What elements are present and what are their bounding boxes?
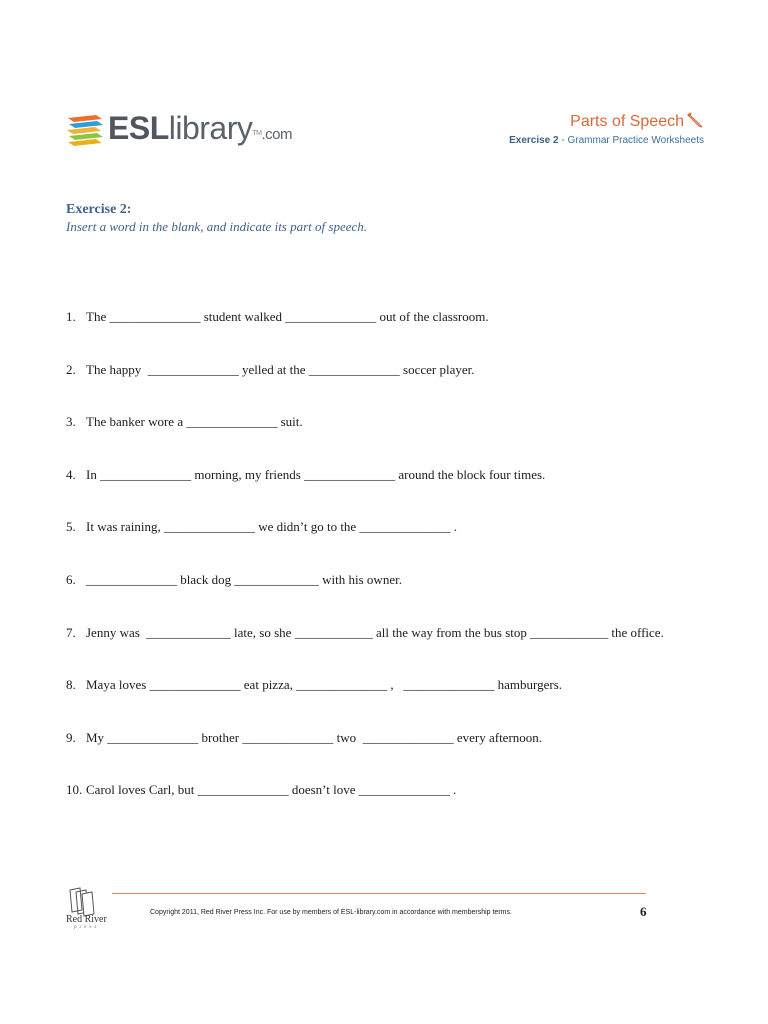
exercise-item	[66, 308, 664, 361]
press-subtitle: press	[74, 925, 100, 930]
logo-library: library	[168, 110, 253, 146]
item-number: 8.	[66, 677, 76, 693]
exercise-item	[66, 676, 664, 729]
item-text: The banker wore a ______________ suit.	[86, 414, 303, 430]
subtitle-text: Grammar Practice Worksheets	[567, 135, 704, 146]
logo-esl: ESL	[108, 110, 169, 146]
exercise-label: Exercise 2	[509, 135, 559, 146]
item-number: 6.	[66, 571, 76, 587]
item-number: 2.	[66, 361, 76, 377]
exercise-item	[66, 571, 664, 624]
exercise-items	[66, 308, 664, 834]
exercise-instruction: Insert a word in the blank, and indicate its part of speech.	[66, 219, 368, 234]
logo-wordmark	[108, 108, 292, 155]
exercise-item	[66, 361, 664, 414]
item-text: The happy ______________ yelled at the ______________ soccer player.	[86, 361, 475, 377]
series-subtitle	[509, 134, 704, 148]
item-number: 10.	[66, 782, 83, 798]
footer-divider	[112, 893, 646, 894]
exercise-item	[66, 729, 664, 782]
exercise-heading: Exercise 2:	[66, 202, 132, 217]
exercise-item	[66, 624, 664, 677]
exercise-item	[66, 518, 664, 571]
page-number: 6	[640, 904, 647, 919]
item-text: My ______________ brother ______________ two ______________ every afternoon.	[86, 729, 543, 745]
stacked-books-icon	[66, 112, 106, 148]
copyright-notice: Copyright 2011, Red River Press Inc. For use by members of ESL-library.com in accordance with membership terms.	[150, 909, 512, 916]
worksheet-series	[509, 111, 704, 148]
item-number: 5.	[66, 519, 76, 535]
series-title: Parts of Speech	[570, 113, 684, 130]
item-text: It was raining, ______________ we didn’t go to the ______________ .	[86, 519, 457, 535]
item-text: In ______________ morning, my friends ______________ around the block four times.	[86, 466, 546, 482]
item-text: The ______________ student walked ______________ out of the classroom.	[86, 309, 489, 324]
series-title-row	[509, 111, 704, 133]
exercise-item	[66, 413, 664, 466]
exercise-item	[66, 781, 664, 834]
logo-trademark: TM	[252, 130, 262, 137]
press-name: Red River	[66, 914, 107, 925]
item-text: Carol loves Carl, but ______________ doesn’t love ______________ .	[86, 782, 457, 798]
item-text: ______________ black dog _____________ with his owner.	[86, 571, 402, 587]
pencil-icon	[686, 111, 704, 129]
item-number: 3.	[66, 414, 76, 430]
item-number: 7.	[66, 624, 76, 640]
item-text: Maya loves ______________ eat pizza, ______________ , ______________ hamburgers.	[86, 677, 562, 693]
item-text: Jenny was _____________ late, so she ____________ all the way from the bus stop ____________ the office.	[86, 624, 664, 640]
item-number: 9.	[66, 729, 76, 745]
item-number: 4.	[66, 466, 76, 482]
logo-dotcom: .com	[261, 126, 292, 143]
subtitle-separator: -	[558, 135, 568, 146]
exercise-item	[66, 466, 664, 519]
item-number: 1.	[66, 309, 76, 324]
